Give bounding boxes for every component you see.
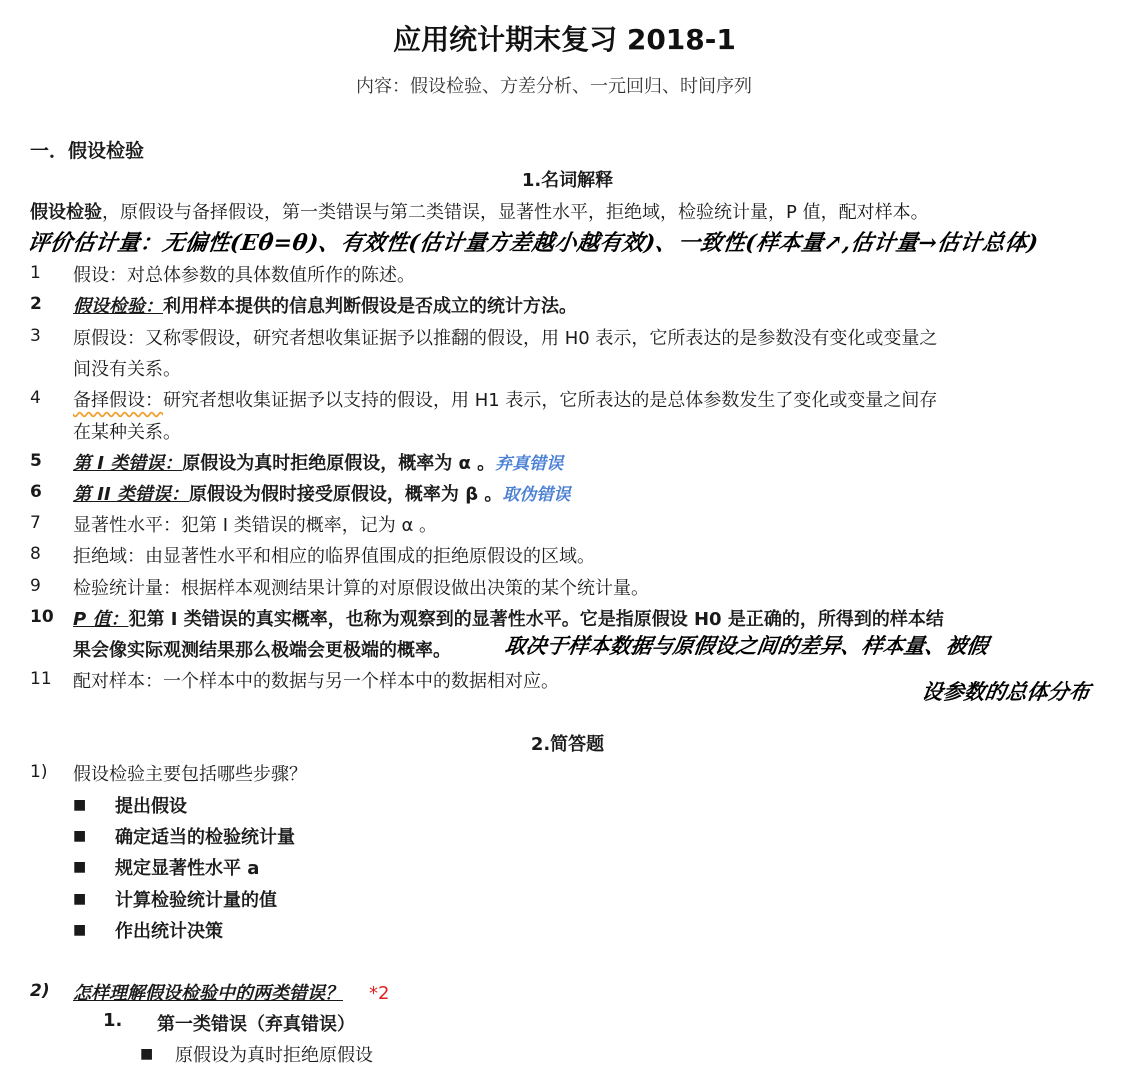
definition-row xyxy=(73,542,595,568)
terms-first: 假设检验 xyxy=(30,202,102,223)
term-label: 第 I 类错误： xyxy=(73,453,183,474)
terms-list xyxy=(30,198,929,224)
definition-row xyxy=(73,605,944,631)
handwritten-note-pvalue: 取决于样本数据与原假设之间的差异、样本量、被假 xyxy=(503,633,990,658)
item-number: 3 xyxy=(30,326,41,346)
term-text: 原假设为假时接受原假设，概率为 β 。 xyxy=(188,484,503,505)
term-text: 犯第 I 类错误的真实概率，也称为观察到的显著性水平。它是指原假设 H0 是正确的，所得到的样本结 xyxy=(128,609,944,630)
item-number: 5 xyxy=(30,451,42,471)
page-subtitle: 内容：假设检验、方差分析、一元回归、时间序列 xyxy=(356,76,752,97)
sub-heading: 第一类错误（弃真错误） xyxy=(157,1014,355,1035)
definition-continuation: 在某种关系。 xyxy=(73,422,181,443)
definition-row xyxy=(73,574,649,600)
item-number: 7 xyxy=(30,513,41,533)
question-text: 怎样理解假设检验中的两类错误？ xyxy=(73,983,343,1004)
question-row xyxy=(73,979,389,1005)
definition-continuation: 间没有关系。 xyxy=(73,359,181,380)
definition-row xyxy=(73,386,937,412)
term-text: 一个样本中的数据与另一个样本中的数据相对应。 xyxy=(163,671,559,692)
item-number: 10 xyxy=(30,607,54,627)
bullet-icon: ■ xyxy=(73,891,87,907)
definition-row xyxy=(73,324,937,350)
bullet-icon: ■ xyxy=(140,1046,154,1062)
term-text: 犯第 I 类错误的概率，记为 α 。 xyxy=(181,515,438,536)
item-number: 11 xyxy=(30,669,52,689)
bullet-icon: ■ xyxy=(73,859,87,875)
sub-number: 1. xyxy=(103,1010,123,1031)
page-title: 应用统计期末复习 2018-1 xyxy=(393,23,736,56)
question-number: 1) xyxy=(30,762,48,782)
term-label: 显著性水平： xyxy=(73,515,181,536)
term-text: 根据样本观测结果计算的对原假设做出决策的某个统计量。 xyxy=(181,578,649,599)
step-item: 计算检验统计量的值 xyxy=(115,890,277,911)
definition-row xyxy=(73,292,577,318)
definition-continuation: 果会像实际观测结果那么极端会更极端的概率。 xyxy=(73,640,451,661)
term-text: 研究者想收集证据予以支持的假设，用 H1 表示，它所表达的是总体参数发生了变化或变量之间存 xyxy=(163,390,938,411)
item-number: 2 xyxy=(30,294,42,314)
term-label: 第 II 类错误： xyxy=(73,484,189,505)
term-label: 备择假设： xyxy=(73,390,163,411)
step-item: 作出统计决策 xyxy=(115,921,223,942)
term-label: 配对样本： xyxy=(73,671,163,692)
term-text: 由显著性水平和相应的临界值围成的拒绝原假设的区域。 xyxy=(145,546,595,567)
definition-row xyxy=(73,449,563,475)
item-number: 9 xyxy=(30,576,41,596)
handwritten-note-pvalue-cont: 设参数的总体分布 xyxy=(920,679,1092,704)
step-item: 提出假设 xyxy=(115,796,187,817)
handwritten-note-estimator: 评价估计量：无偏性(Eθ̂=θ)、有效性(估计量方差越小越有效)、一致性(样本量↗,估计量→估计总体) xyxy=(25,230,1041,256)
question-text: 假设检验主要包括哪些步骤？ xyxy=(73,764,307,785)
bullet-icon: ■ xyxy=(73,922,87,938)
item-number: 8 xyxy=(30,544,41,564)
term-label: 原假设： xyxy=(73,328,145,349)
definition-row xyxy=(73,261,415,287)
importance-mark: *2 xyxy=(369,983,390,1004)
term-text: 又称零假设，研究者想收集证据予以推翻的假设，用 H0 表示，它所表达的是参数没有变化或变量之 xyxy=(145,328,938,349)
definition-row xyxy=(73,511,437,537)
definition-row xyxy=(73,667,559,693)
bullet-icon: ■ xyxy=(73,828,87,844)
terms-rest: ，原假设与备择假设，第一类错误与第二类错误，显著性水平，拒绝域，检验统计量，P 值，配对样本。 xyxy=(102,202,929,223)
definition-row xyxy=(73,480,570,506)
subsection-heading-terms: 1.名词解释 xyxy=(521,170,614,191)
bullet-icon: ■ xyxy=(73,797,87,813)
step-item: 规定显著性水平 a xyxy=(115,858,260,879)
item-number: 4 xyxy=(30,388,41,408)
item-number: 6 xyxy=(30,482,42,502)
handwritten-note: 弃真错误 xyxy=(495,454,564,474)
sub-bullet-text: 原假设为真时拒绝原假设 xyxy=(175,1045,373,1066)
section-heading: 一．假设检验 xyxy=(30,140,145,162)
term-label: 拒绝域： xyxy=(73,546,145,567)
term-label: 假设检验： xyxy=(73,296,163,317)
question-number: 2) xyxy=(30,981,50,1001)
handwritten-note: 取伪错误 xyxy=(502,485,571,505)
term-text: 原假设为真时拒绝原假设，概率为 α 。 xyxy=(182,453,496,474)
term-text: 利用样本提供的信息判断假设是否成立的统计方法。 xyxy=(163,296,577,317)
term-label: 检验统计量： xyxy=(73,578,181,599)
term-label: P 值： xyxy=(73,609,129,630)
term-label: 假设： xyxy=(73,265,127,286)
term-text: 对总体参数的具体数值所作的陈述。 xyxy=(127,265,415,286)
step-item: 确定适当的检验统计量 xyxy=(115,827,295,848)
item-number: 1 xyxy=(30,263,41,283)
subsection-heading-qa: 2.简答题 xyxy=(530,734,605,755)
